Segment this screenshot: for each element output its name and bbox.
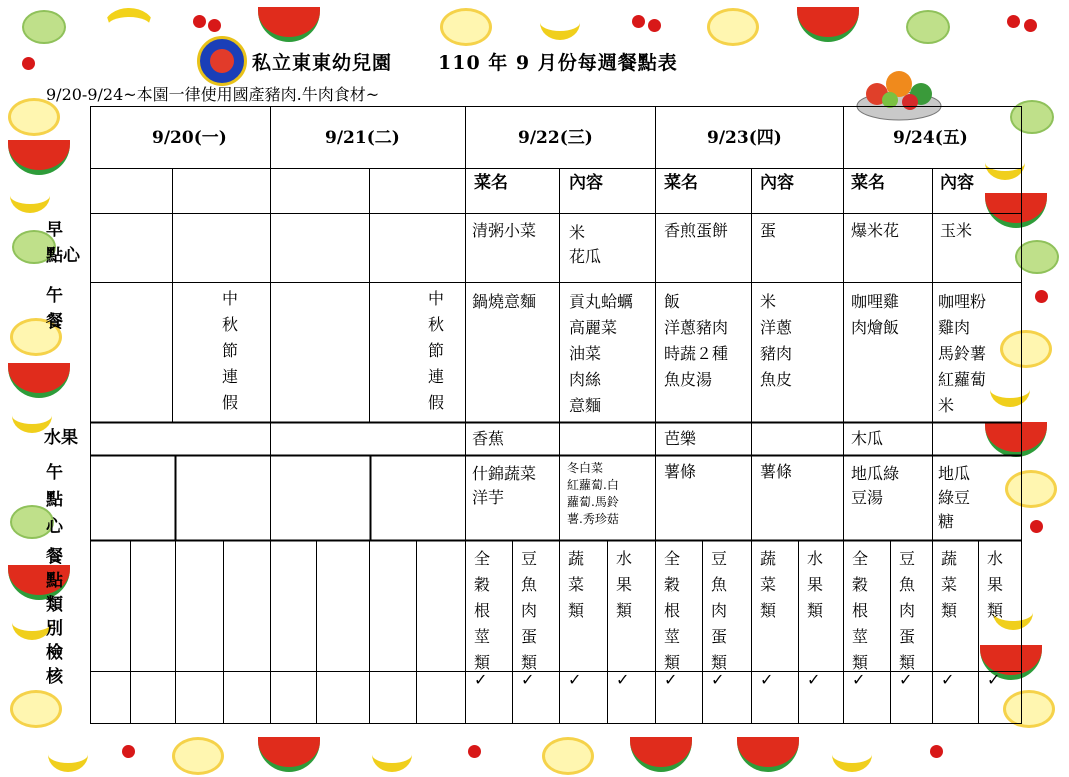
lunch-dish-wed: 鍋燒意麵 <box>472 292 537 311</box>
food-group-label: 蔬菜類 <box>941 549 958 620</box>
check-mark: ✓ <box>852 670 866 689</box>
check-mark: ✓ <box>760 670 774 689</box>
row-label-lunch: 午 餐 <box>46 286 63 332</box>
afternoon-content-fri: 地瓜 綠豆 糖 <box>938 464 971 531</box>
fruit-fri: 木瓜 <box>851 429 884 448</box>
afternoon-content-thu: 薯條 <box>760 462 793 481</box>
breakfast-content-thu: 蛋 <box>760 221 777 240</box>
food-group-label: 豆魚肉蛋類 <box>711 549 728 672</box>
food-group-label: 水果類 <box>616 549 633 620</box>
holiday-tue: 中 秋 節 連 假 <box>428 289 445 412</box>
breakfast-content-wed: 米 花瓜 <box>569 223 602 266</box>
row-label-fruit: 水果 <box>44 428 78 448</box>
col-content-fri: 內容 <box>940 173 974 193</box>
col-dish-fri: 菜名 <box>851 173 885 193</box>
check-mark: ✓ <box>899 670 913 689</box>
row-label-check: 餐 點 類 別 檢 核 <box>46 547 63 687</box>
breakfast-dish-wed: 清粥小菜 <box>472 221 537 240</box>
day-header-fri: 9/24(五) <box>893 128 968 148</box>
check-mark: ✓ <box>807 670 821 689</box>
breakfast-dish-thu: 香煎蛋餅 <box>664 221 729 240</box>
food-group-label: 全穀根莖類 <box>664 549 681 672</box>
check-mark: ✓ <box>987 670 1001 689</box>
breakfast-dish-fri: 爆米花 <box>851 221 900 240</box>
food-group-label: 全穀根莖類 <box>852 549 869 672</box>
lunch-content-fri: 咖哩粉 雞肉 馬鈴薯 紅蘿蔔 米 <box>938 292 987 415</box>
food-group-label: 蔬菜類 <box>568 549 585 620</box>
food-group-label: 蔬菜類 <box>760 549 777 620</box>
lunch-dish-fri: 咖哩雞 肉燴飯 <box>851 292 900 337</box>
col-dish-wed: 菜名 <box>474 173 508 193</box>
food-group-label: 水果類 <box>987 549 1004 620</box>
col-content-thu: 內容 <box>760 173 794 193</box>
lunch-dish-thu: 飯 洋蔥豬肉 時蔬２種 魚皮湯 <box>664 292 729 389</box>
check-mark: ✓ <box>664 670 678 689</box>
lunch-content-wed: 貢丸蛤蠣 高麗菜 油菜 肉絲 意麵 <box>569 292 634 415</box>
check-mark: ✓ <box>711 670 725 689</box>
food-group-label: 全穀根莖類 <box>474 549 491 672</box>
check-mark: ✓ <box>521 670 535 689</box>
lunch-content-thu: 米 洋蔥 豬肉 魚皮 <box>760 292 793 389</box>
check-mark: ✓ <box>616 670 630 689</box>
check-mark: ✓ <box>474 670 488 689</box>
food-group-label: 豆魚肉蛋類 <box>899 549 916 672</box>
day-header-wed: 9/22(三) <box>518 128 593 148</box>
afternoon-dish-fri: 地瓜綠 豆湯 <box>851 464 900 507</box>
holiday-mon: 中 秋 節 連 假 <box>222 289 239 412</box>
col-dish-thu: 菜名 <box>664 173 698 193</box>
menu-title: 110 年 9 月份每週餐點表 <box>438 52 678 74</box>
fruit-thu: 芭樂 <box>664 429 697 448</box>
food-group-label: 水果類 <box>807 549 824 620</box>
check-mark: ✓ <box>568 670 582 689</box>
afternoon-dish-wed: 什錦蔬菜 洋芋 <box>472 464 537 507</box>
row-label-breakfast: 早 點心 <box>46 220 80 266</box>
afternoon-content-wed: 冬白菜 紅蘿蔔.白 蘿蔔.馬鈴 薯.秀珍菇 <box>567 461 619 526</box>
school-name: 私立東東幼兒園 <box>252 52 393 74</box>
row-label-afternoon: 午 點 心 <box>46 463 63 537</box>
afternoon-dish-thu: 薯條 <box>664 462 697 481</box>
col-content-wed: 內容 <box>569 173 603 193</box>
notice-text: 9/20-9/24~本園一律使用國產豬肉.牛肉食材~ <box>46 85 380 104</box>
food-group-label: 豆魚肉蛋類 <box>521 549 538 672</box>
day-header-mon: 9/20(一) <box>152 128 227 148</box>
day-header-thu: 9/23(四) <box>707 128 782 148</box>
fruit-wed: 香蕉 <box>472 429 505 448</box>
breakfast-content-fri: 玉米 <box>940 221 973 240</box>
check-mark: ✓ <box>941 670 955 689</box>
day-header-tue: 9/21(二) <box>325 128 400 148</box>
